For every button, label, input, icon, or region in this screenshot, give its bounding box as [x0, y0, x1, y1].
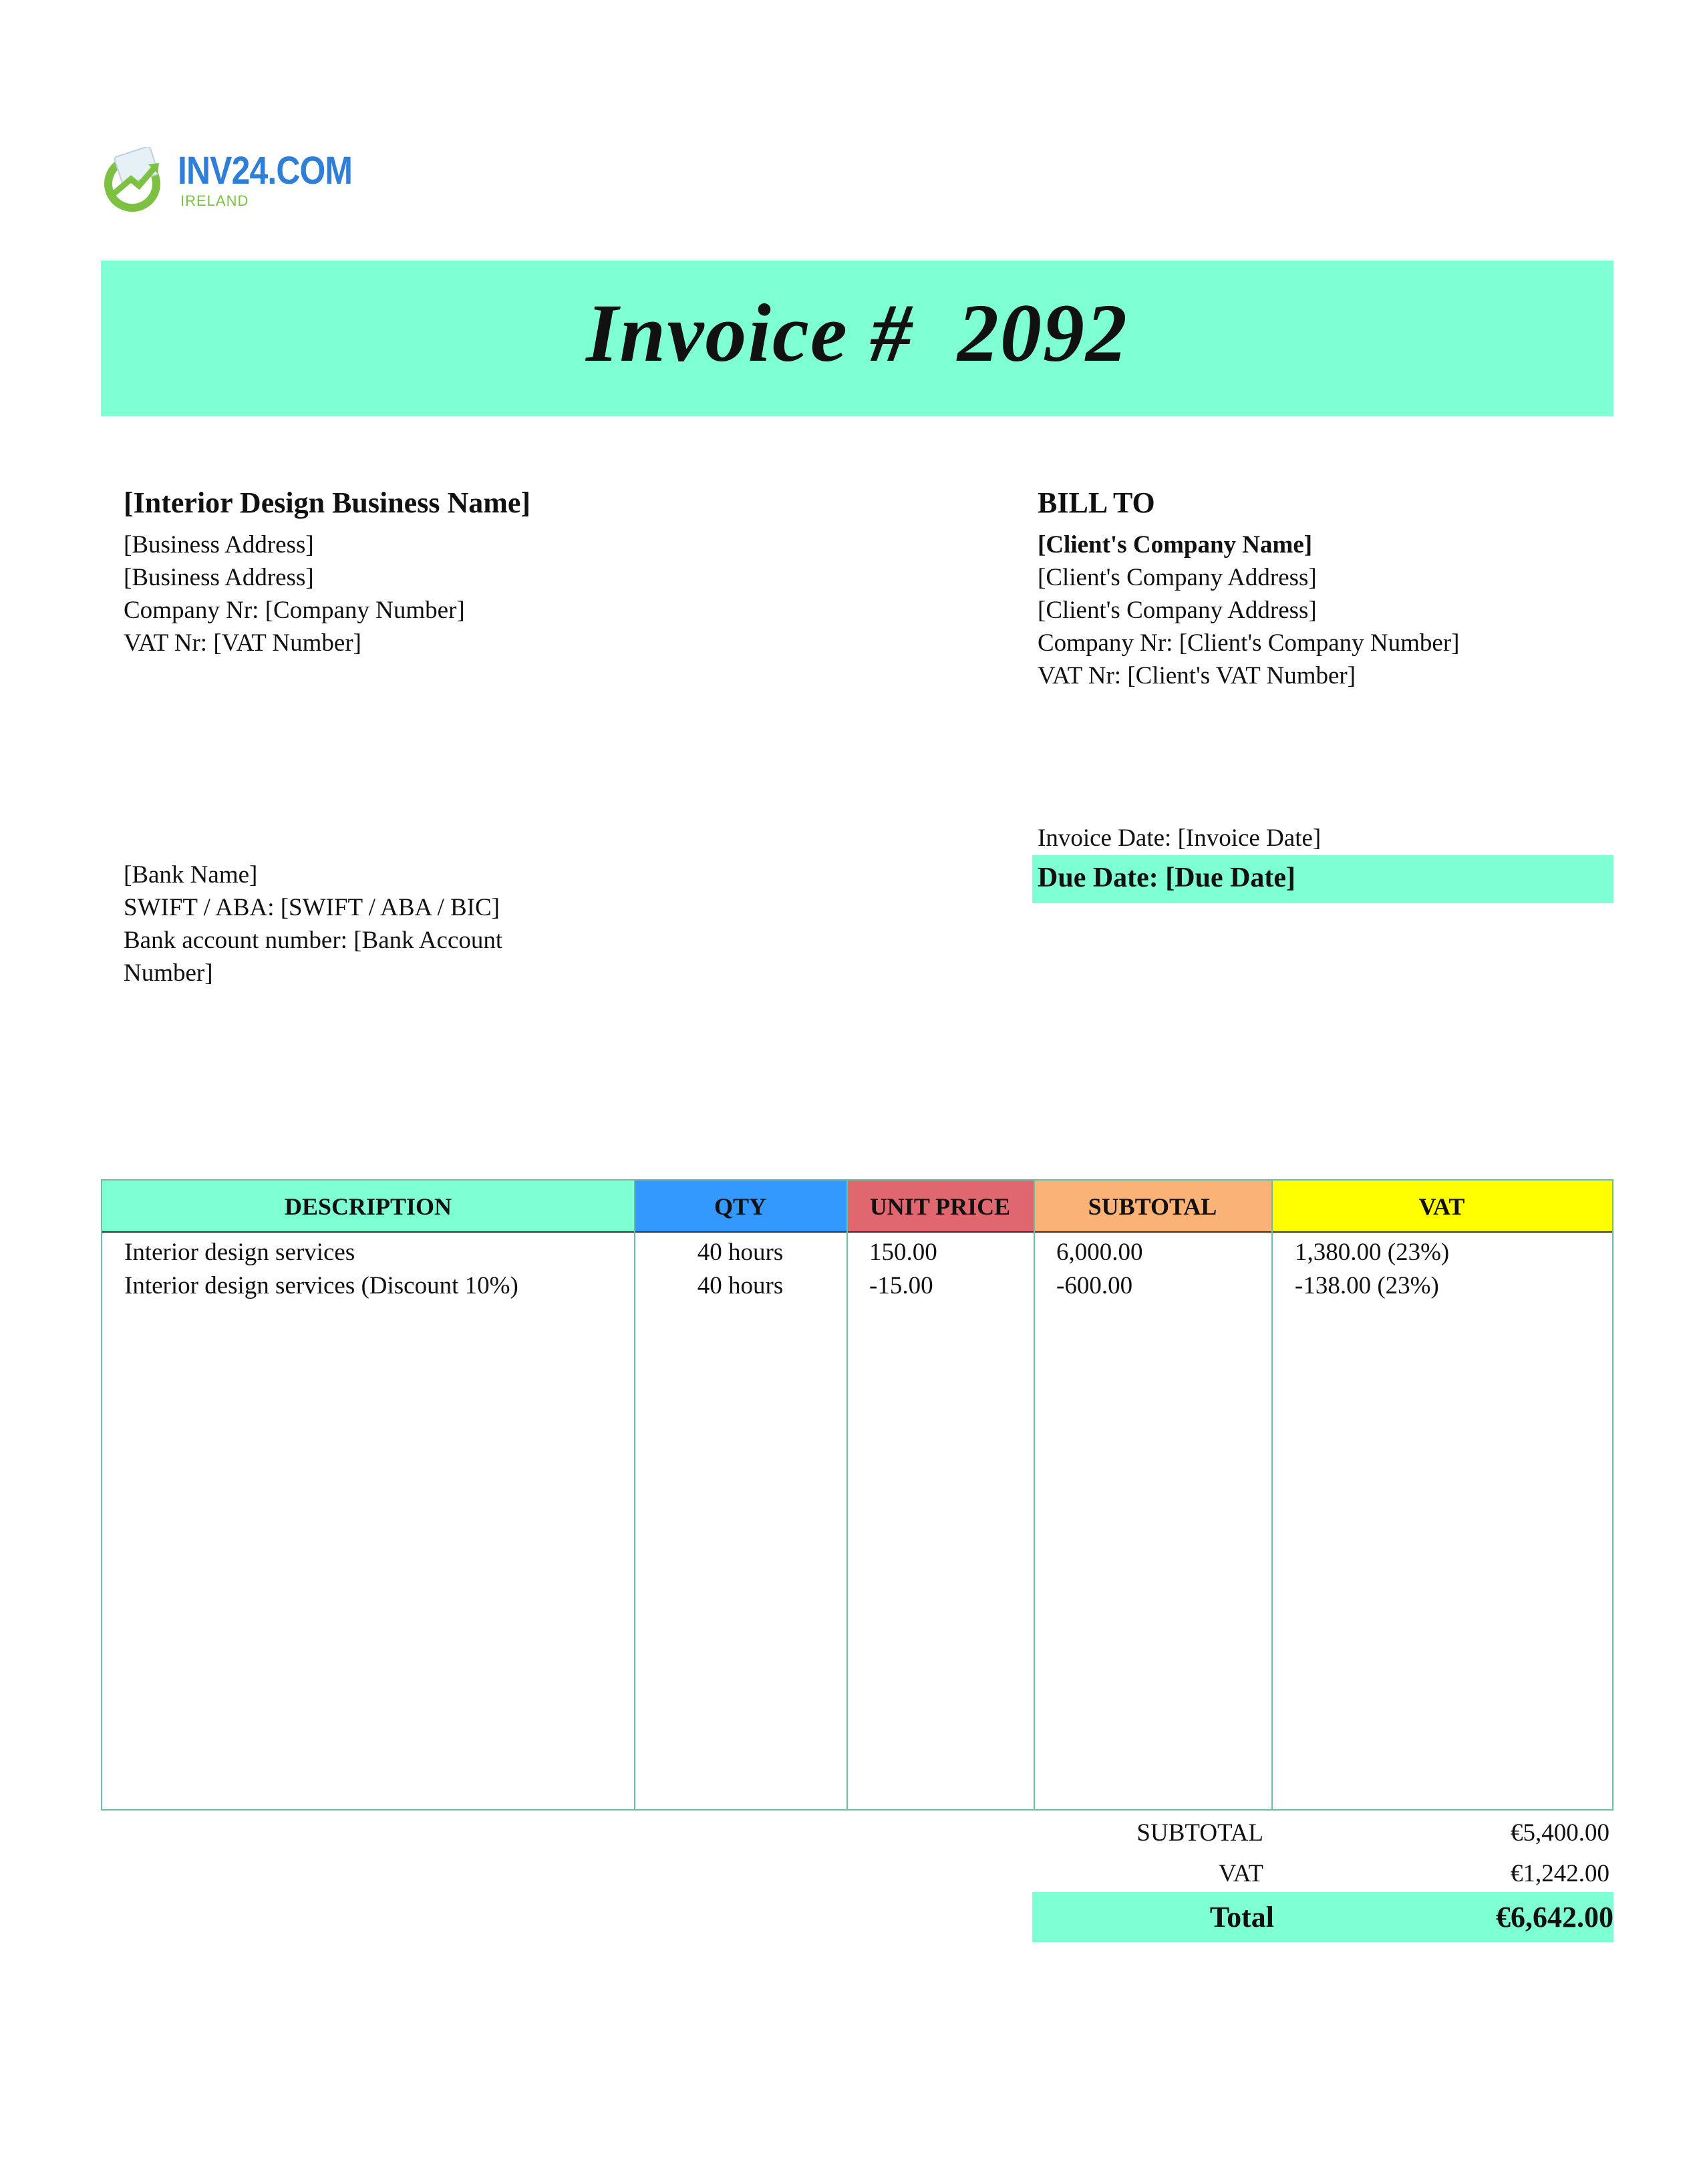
bank-details — [124, 859, 558, 989]
bank-line: Number] — [124, 959, 213, 987]
col-header-description: DESCRIPTION — [102, 1181, 634, 1233]
bill-to-heading: BILL TO — [1038, 486, 1155, 519]
total-label: Total — [1209, 1901, 1274, 1933]
seller-line: Company Nr: [Company Number] — [124, 597, 465, 624]
row-2-unit-price: -15.00 — [869, 1272, 933, 1299]
bank-line: [Bank Name] — [124, 861, 258, 889]
row-1-description: Interior design services — [124, 1239, 355, 1266]
column-divider — [1034, 1181, 1035, 1809]
col-header-qty: QTY — [634, 1181, 846, 1233]
client-line: VAT Nr: [Client's VAT Number] — [1038, 662, 1356, 689]
company-logo — [99, 140, 353, 214]
subtotal-label: SUBTOTAL — [1136, 1819, 1263, 1847]
title-band — [101, 261, 1613, 416]
client-line: [Client's Company Address] — [1038, 564, 1317, 591]
row-1-qty: 40 hours — [697, 1239, 784, 1266]
logo-name: INV24.COM — [178, 149, 353, 192]
seller-name: [Interior Design Business Name] — [124, 486, 531, 519]
seller-block — [124, 484, 859, 659]
logo-icon — [99, 147, 172, 214]
vat-label: VAT — [1218, 1860, 1263, 1887]
bill-to-block — [1038, 484, 1612, 692]
row-1-subtotal: 6,000.00 — [1056, 1239, 1143, 1266]
row-1-vat: 1,380.00 (23%) — [1295, 1239, 1450, 1266]
due-date-band — [1032, 855, 1613, 903]
row-2-description: Interior design services (Discount 10%) — [124, 1272, 518, 1299]
bank-line: SWIFT / ABA: [SWIFT / ABA / BIC] — [124, 894, 500, 921]
column-divider — [1271, 1181, 1273, 1809]
row-2-subtotal: -600.00 — [1056, 1272, 1133, 1299]
total-band — [1032, 1892, 1613, 1942]
row-2-vat: -138.00 (23%) — [1295, 1272, 1439, 1299]
row-1-unit-price: 150.00 — [869, 1239, 937, 1266]
items-table — [101, 1179, 1613, 1811]
logo-subtitle: IRELAND — [180, 192, 249, 209]
seller-line: [Business Address] — [124, 531, 314, 559]
client-line: [Client's Company Address] — [1038, 597, 1317, 624]
total-value: €6,642.00 — [1496, 1901, 1613, 1933]
row-2-qty: 40 hours — [697, 1272, 784, 1299]
col-header-vat: VAT — [1271, 1181, 1612, 1233]
client-line: Company Nr: [Client's Company Number] — [1038, 629, 1460, 657]
seller-line: [Business Address] — [124, 564, 314, 591]
column-divider — [846, 1181, 848, 1809]
due-date: Due Date: [Due Date] — [1038, 863, 1296, 893]
subtotal-value: €5,400.00 — [1511, 1819, 1609, 1847]
invoice-date: Invoice Date: [Invoice Date] — [1038, 824, 1322, 852]
vat-value: €1,242.00 — [1511, 1860, 1609, 1887]
col-header-unit-price: UNIT PRICE — [846, 1181, 1034, 1233]
col-header-subtotal: SUBTOTAL — [1034, 1181, 1271, 1233]
seller-line: VAT Nr: [VAT Number] — [124, 629, 361, 657]
invoice-title: Invoice # 2092 — [586, 287, 1128, 379]
client-company-name: [Client's Company Name] — [1038, 531, 1313, 559]
bank-line: Bank account number: [Bank Account — [124, 927, 503, 954]
